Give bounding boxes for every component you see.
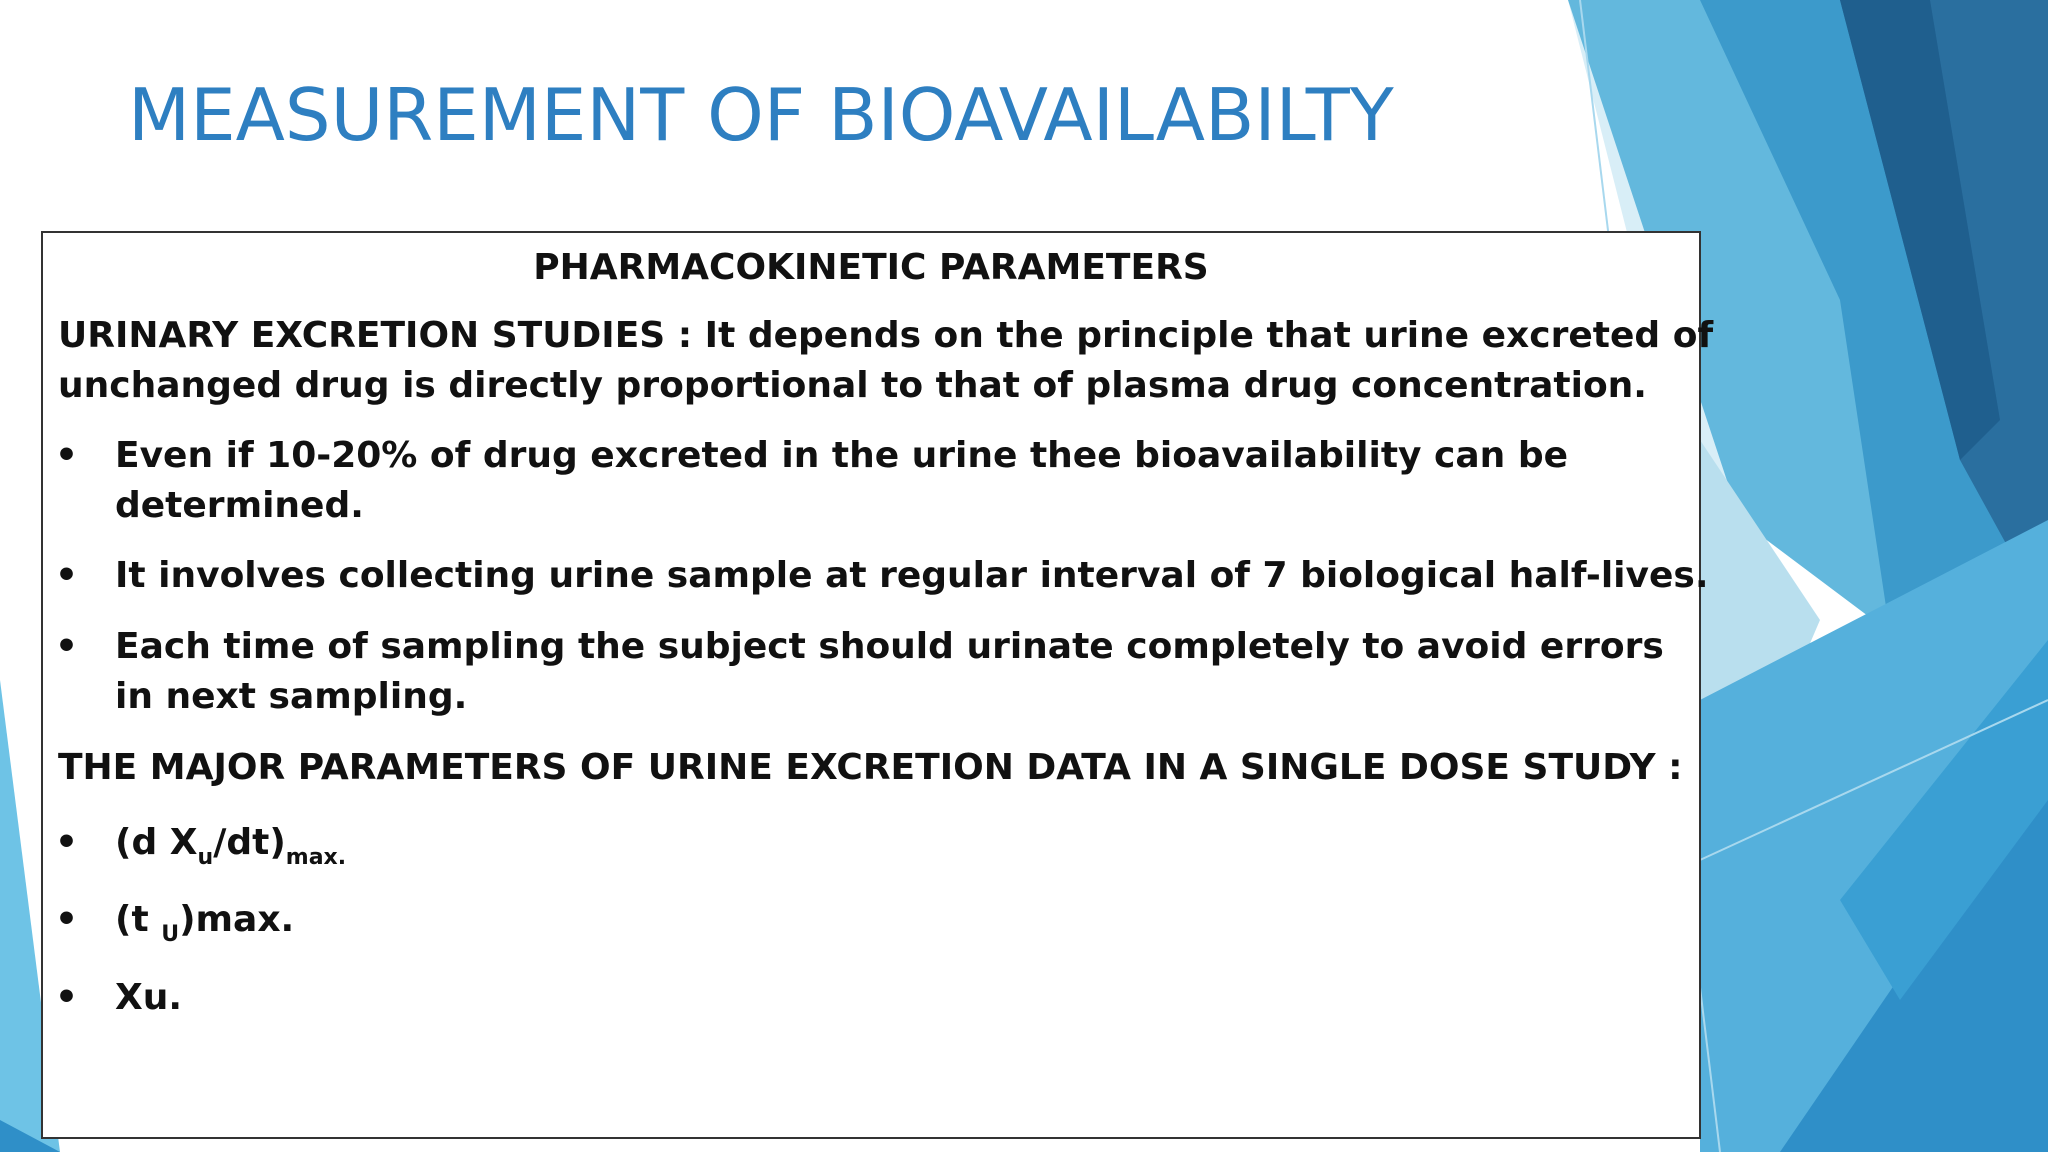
intro-line-1: URINARY EXCRETION STUDIES : It depends on the principle that urine excreted of [58, 315, 1714, 356]
bullet-dot: • [55, 626, 79, 667]
param-formula [115, 895, 294, 945]
bullet-dot: • [55, 899, 79, 940]
param-text: )max. [179, 899, 295, 940]
param-subscript: u [197, 845, 214, 870]
params-heading: THE MAJOR PARAMETERS OF URINE EXCRETION DATA IN A SINGLE DOSE STUDY : [58, 747, 1683, 788]
param-text: Xu. [115, 977, 183, 1018]
bullet-text-line-1: Each time of sampling the subject should urinate completely to avoid errors [115, 626, 1664, 667]
intro-line-2: unchanged drug is directly proportional to that of plasma drug concentration. [58, 365, 1647, 406]
bullet-dot: • [55, 435, 79, 476]
bullet-text-line-1: Even if 10-20% of drug excreted in the urine thee bioavailability can be [115, 435, 1569, 476]
param-subscript: U [161, 922, 180, 947]
slide-title: MEASUREMENT OF BIOAVAILABILTY [128, 73, 1394, 157]
param-formula [115, 818, 346, 868]
param-text: (d X [115, 822, 198, 863]
bullet-dot: • [55, 977, 79, 1018]
bullet-text-line-2: determined. [115, 485, 364, 526]
bullet-dot: • [55, 555, 79, 596]
param-formula [115, 973, 182, 1023]
param-text: (t [115, 899, 162, 940]
param-text: /dt) [213, 822, 286, 863]
bullet-text-line-2: in next sampling. [115, 676, 468, 717]
content-box [41, 231, 1714, 1139]
param-subscript: max. [285, 845, 347, 870]
bullet-dot: • [55, 822, 79, 863]
bullet-text-line-1: It involves collecting urine sample at regular interval of 7 biological half-lives. [115, 555, 1709, 596]
box-heading: PHARMACOKINETIC PARAMETERS [533, 247, 1209, 288]
